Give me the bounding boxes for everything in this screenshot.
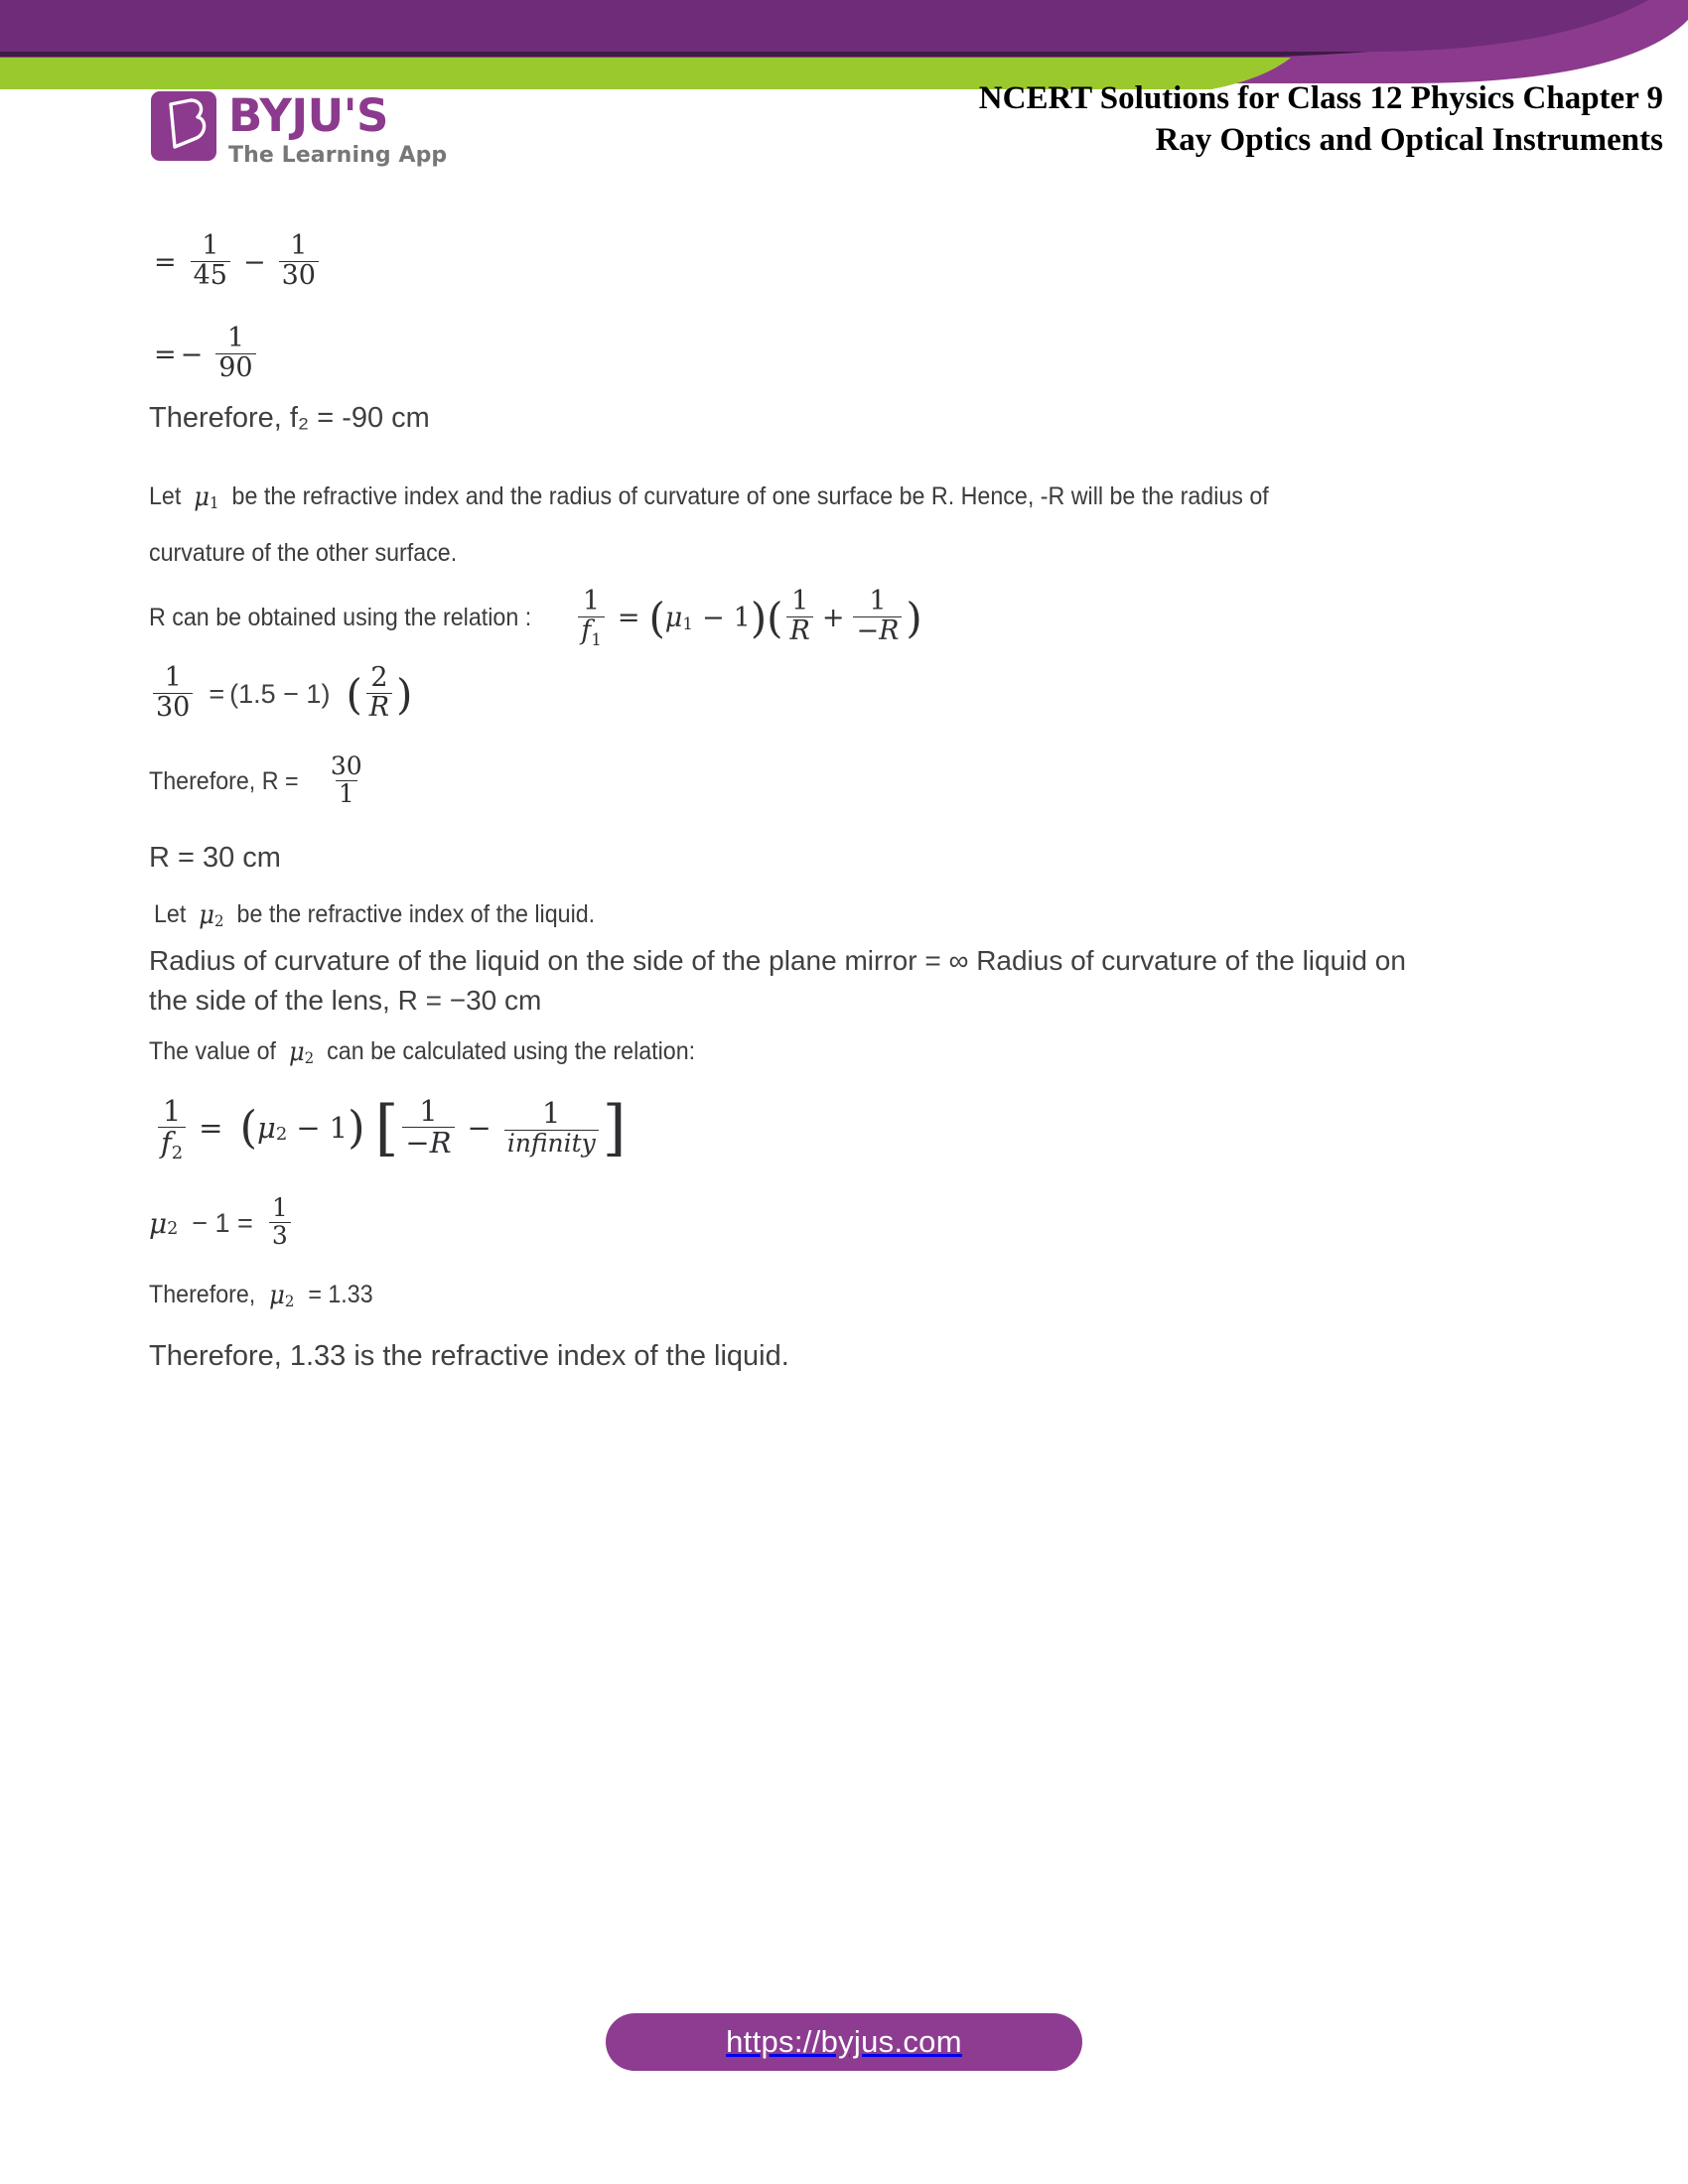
- equation-relation-R: $\frac{1}{f_1}$ = ( μ 1 − 1 ) ( $\frac{1}{R}$ + $\frac{1}{-R}$ ): [574, 589, 922, 647]
- result-mu2: Therefore, μ 2 = 1.33: [149, 1281, 373, 1311]
- equation-f2-step1: [154, 230, 323, 292]
- big-term1: $\frac{1}{-R}$: [402, 1096, 454, 1159]
- numeric-rhs: ( $\frac{2}{R}$ ): [346, 662, 413, 724]
- page-title-line1: NCERT Solutions for Class 12 Physics Chapter 9: [978, 80, 1663, 116]
- eq1-equals: =: [154, 246, 177, 278]
- relation-R-label: R can be obtained using the relation :: [149, 603, 532, 631]
- byjus-logo: [151, 91, 447, 167]
- page-title-line2: Ray Optics and Optical Instruments: [1155, 122, 1663, 159]
- relation-term1: $\frac{1}{R}$: [786, 588, 812, 646]
- symbol-mu2: μ 2: [199, 900, 224, 931]
- numeric-bracket: (1.5 − 1): [229, 678, 331, 709]
- paragraph-radius-line1: Radius of curvature of the liquid on the side of the plane mirror = ∞ Radius of curvature of the liquid on: [149, 945, 1406, 976]
- numeric-equals: =: [209, 678, 225, 709]
- result-R-fraction-line: [149, 751, 369, 809]
- eq1-minus: −: [242, 246, 266, 278]
- mu2-minus-rest: − 1 =: [192, 1207, 253, 1238]
- symbol-mu1: μ 1: [194, 482, 219, 513]
- eq2-equals: =: [154, 339, 177, 370]
- byjus-wordmark: BYJU'S: [228, 89, 388, 142]
- byjus-url-button[interactable]: [606, 2013, 1082, 2071]
- page-title: [770, 77, 1663, 161]
- byjus-tagline: The Learning App: [228, 143, 448, 168]
- numeric-lhs-fraction: $\frac{1}{30}$: [153, 664, 193, 723]
- mu2-symbol-eq: μ 2: [149, 1206, 179, 1240]
- eq1-fraction-1: $\frac{1}{45}$: [191, 232, 230, 291]
- result-R-fraction: $\frac{30}{1}$: [330, 751, 362, 809]
- result-R-label: Therefore, R =: [149, 766, 299, 795]
- relation-lhs-fraction: $\frac{1}{f_1}$: [578, 588, 605, 646]
- result-R-value: R = 30 cm: [149, 842, 281, 874]
- eq1-fraction-2: $\frac{1}{30}$: [279, 232, 319, 291]
- eq2-minus: −: [180, 339, 204, 370]
- byjus-logo-mark-icon: [151, 91, 216, 161]
- byjus-url-label: https://byjus.com: [726, 2024, 962, 2059]
- equation-f2-step2: [154, 323, 260, 384]
- result-f2: Therefore, f₂ = -90 cm: [149, 402, 430, 434]
- big-lhs-fraction: $\frac{1}{f_2}$: [158, 1096, 186, 1159]
- symbol-mu2-value: μ 2: [288, 1037, 315, 1068]
- top-banner: [0, 0, 1688, 89]
- equation-mu2-minus-one: [149, 1193, 295, 1251]
- paragraph-radius-line2: the side of the lens, R = −30 cm: [149, 985, 542, 1016]
- conclusion: Therefore, 1.33 is the refractive index of the liquid.: [149, 1340, 789, 1372]
- paragraph-value-mu2: The value of μ 2 can be calculated using the relation:: [149, 1037, 696, 1068]
- symbol-mu2-result: μ 2: [269, 1281, 295, 1311]
- relation-term2: $\frac{1}{-R}$: [853, 588, 902, 646]
- equation-numeric-R: [149, 662, 413, 724]
- paragraph-mu1-line1: Let μ 1 be the refractive index and the radius of curvature of one surface be R. Hence, -R will be the radius of: [149, 482, 1269, 513]
- relation-R-line: [149, 586, 922, 649]
- paragraph-mu2: Let μ 2 be the refractive index of the liquid.: [154, 900, 596, 931]
- mu2-result-fraction: $\frac{1}{3}$: [265, 1196, 295, 1251]
- equation-big-mu2: $\frac{1}{f_2}$ = ( μ 2 − 1 ) [ $\frac{1}{-R}$ − $\frac{1}{\text{infinity}}$ ]: [154, 1097, 626, 1160]
- big-term2: $\frac{1}{\text{infinity}}$: [504, 1098, 599, 1157]
- paragraph-mu1-line2: curvature of the other surface.: [149, 539, 458, 567]
- eq2-fraction: $\frac{1}{90}$: [215, 325, 255, 383]
